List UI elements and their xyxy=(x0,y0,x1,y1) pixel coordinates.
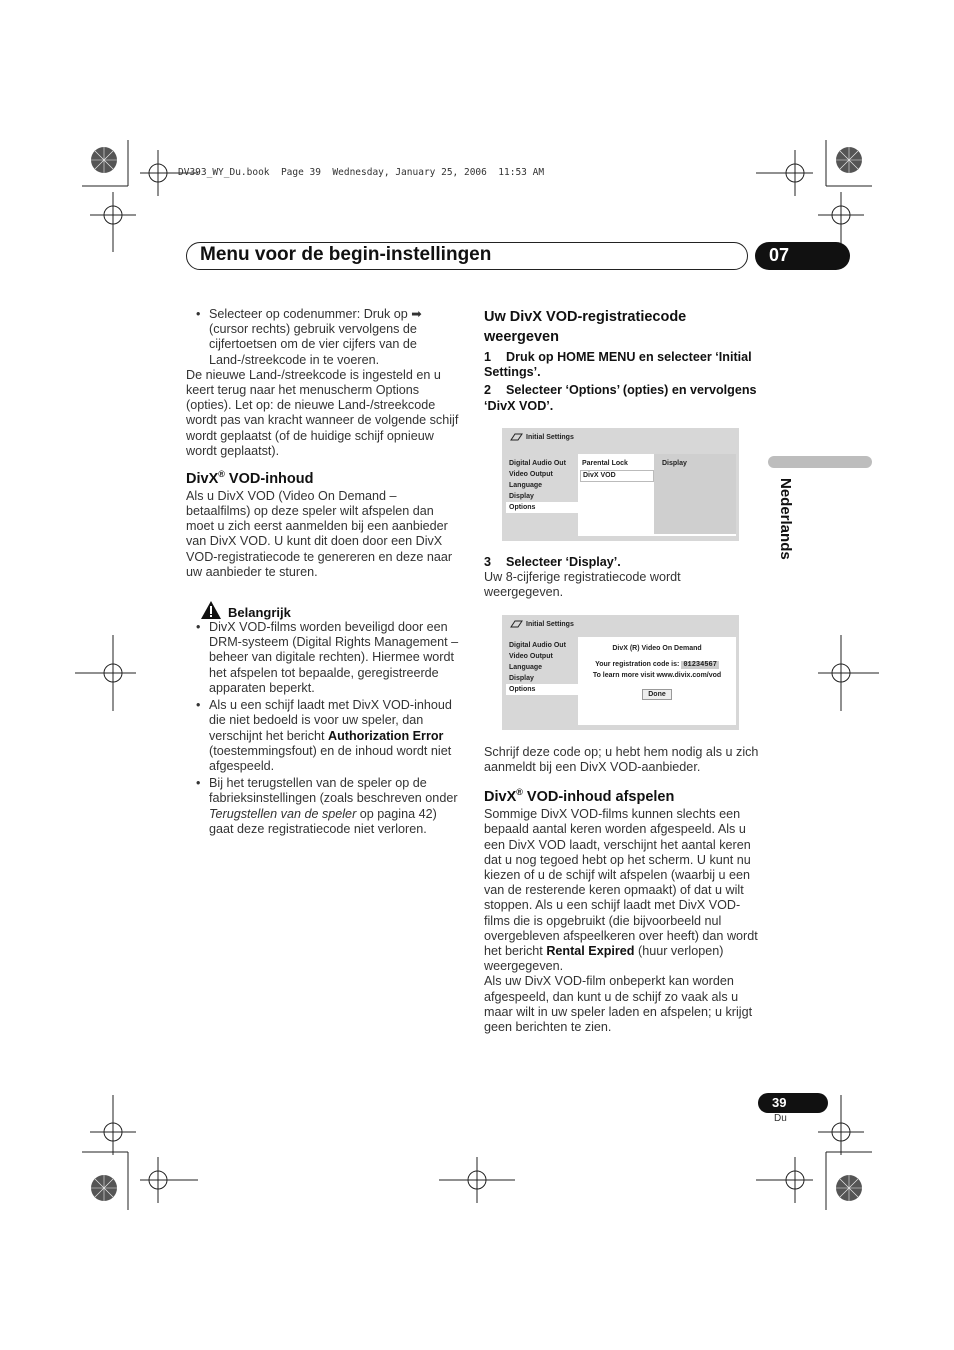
important-box xyxy=(186,600,463,620)
osd-display-item[interactable]: Display xyxy=(662,460,687,467)
osd-menu xyxy=(506,640,580,695)
osd-menu-item[interactable]: Display xyxy=(509,675,534,682)
osd-screen-registration-code xyxy=(502,615,739,730)
osd-dialog xyxy=(578,637,736,725)
list-item: • DivX VOD-films worden beveiligd door een DRM-systeem (Digital Rights Management – beheer van digitale rechten). Hiermee wordt het afspelen tot bepaalde, geregistreerde apparaten beperkt. xyxy=(186,620,463,696)
osd-title: Initial Settings xyxy=(510,620,574,628)
osd-menu-item[interactable]: Language xyxy=(509,664,543,671)
registration-code: 01234567 xyxy=(683,661,717,669)
osd-sub-panel xyxy=(578,454,736,536)
language-tab xyxy=(768,456,872,468)
list-item: • Selecteer op codenummer: Druk op ➡ (cursor rechts) gebruik vervolgens de cijfertoetsen om de vier cijfers van de Land-/streekcode in te voeren. xyxy=(186,307,463,368)
right-column-bottom xyxy=(484,745,759,1035)
important-label: Belangrijk xyxy=(228,604,291,620)
print-header: DV393_WY_Du.book Page 39 Wednesday, January 25, 2006 11:53 AM xyxy=(178,167,545,178)
done-button[interactable]: Done xyxy=(642,689,672,700)
osd-action-panel xyxy=(654,454,736,534)
step: 3 Selecteer ‘Display’. xyxy=(484,555,621,569)
osd-menu xyxy=(506,458,580,513)
section-heading: DivX® VOD-inhoud afspelen xyxy=(484,787,675,806)
chapter-title: Menu voor de begin-instellingen xyxy=(200,244,492,265)
paragraph: Als u DivX VOD (Video On Demand – betaalfilms) op deze speler wilt afspelen dan moet u zich eerst aanmelden bij een aanbieder van DivX VOD. U kunt dit doen door een DivX VOD-registratiecode te genereren en deze naar uw aanbieder te sturen. xyxy=(186,488,453,579)
osd-code-row: Your registration code is: 01234567 xyxy=(595,661,717,669)
paragraph: De nieuwe Land-/streekcode is ingesteld en u keert terug naar het menuscherm Options (opties). Let op: de nieuwe Land-/streekcode wordt pas van kracht wanneer de volgende schijf wordt geplaatst (of de huidige schijf opnieuw wordt geplaatst). xyxy=(186,367,459,458)
osd-menu-item[interactable]: Video Output xyxy=(509,471,553,478)
settings-icon xyxy=(510,433,523,441)
chapter-number: 07 xyxy=(755,242,850,270)
osd-sub-item-selected[interactable]: DivX VOD xyxy=(580,470,654,482)
osd-menu-item[interactable]: Digital Audio Out xyxy=(509,460,566,467)
paragraph: Sommige DivX VOD-films kunnen slechts een bepaald aantal keren worden afgespeeld. Als u een DivX VOD laadt, verschijnt het aantal keren dat u nog tegoed hebt op het scherm. U kunt nu kiezen of u de schijf wilt afspelen (waarbij u een van de resterende keren opmaakt) of dat u wilt stoppen. Als u een schijf laadt met DivX VOD-films die is opgebruikt (die bijvoorbeeld nul overgebleven afspeelkeren over heeft) dan wordt het bericht Rental Expired (huur verlopen) weergegeven. xyxy=(484,807,758,974)
section-heading: Uw DivX VOD-registratiecode weergeven xyxy=(484,309,687,345)
left-column xyxy=(186,307,463,837)
osd-menu-item[interactable]: Language xyxy=(509,482,543,489)
osd-menu-item-selected[interactable]: Options xyxy=(506,502,580,513)
osd-screen-divx-vod xyxy=(502,428,739,541)
osd-title: Initial Settings xyxy=(510,433,574,441)
osd-dialog-heading: DivX (R) Video On Demand xyxy=(612,645,702,652)
warning-icon xyxy=(200,600,222,620)
list-item: • Bij het terugstellen van de speler op de fabrieksinstellingen (zoals beschreven onder Terugstellen van de speler op pagina 42) gaat deze registratiecode niet verloren. xyxy=(186,776,463,837)
paragraph: Als uw DivX VOD-film onbeperkt kan worden afgespeeld, dan kunt u de schijf zo vaak als u maar wilt in uw speler laden en afspelen; u krijgt geen berichten te zien. xyxy=(484,974,753,1035)
step: 1 Druk op HOME MENU en selecteer ‘Initial Settings’. xyxy=(484,350,752,380)
paragraph: Schrijf deze code op; u hebt hem nodig als u zich aanmeldt bij een DivX VOD-aanbieder. xyxy=(484,745,759,775)
step: 2 Selecteer ‘Options’ (opties) en vervolgens ‘DivX VOD’. xyxy=(484,383,757,413)
page-language: Du xyxy=(774,1113,787,1124)
osd-url-text: To learn more visit www.divix.com/vod xyxy=(592,672,722,679)
paragraph: Uw 8-cijferige registratiecode wordt weergegeven. xyxy=(484,570,681,600)
right-column-step3 xyxy=(484,555,759,601)
osd-sub-item[interactable]: Parental Lock xyxy=(582,460,628,467)
osd-menu-item[interactable]: Display xyxy=(509,493,534,500)
list-item: • Als u een schijf laadt met DivX VOD-inhoud die niet bedoeld is voor uw speler, dan verschijnt het bericht Authorization Error (toestemmingsfout) en de inhoud wordt niet afgespeeld. xyxy=(186,698,463,774)
section-heading: DivX® VOD-inhoud xyxy=(186,469,314,487)
osd-menu-item-selected[interactable]: Options xyxy=(506,684,580,695)
osd-menu-item[interactable]: Digital Audio Out xyxy=(509,642,566,649)
osd-menu-item[interactable]: Video Output xyxy=(509,653,553,660)
language-side-label: Nederlands xyxy=(777,478,794,560)
settings-icon xyxy=(510,620,523,628)
right-column-top xyxy=(484,307,759,414)
page-number: 39 xyxy=(758,1093,828,1113)
